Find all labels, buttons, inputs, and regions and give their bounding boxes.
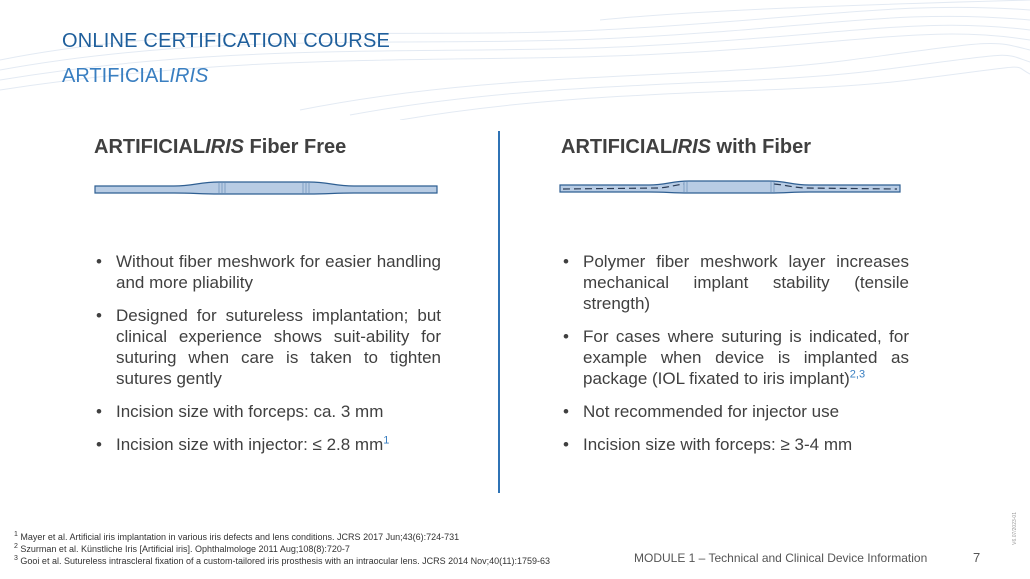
- document-code: V6.07/2023-01: [1012, 512, 1018, 545]
- list-item: • Incision size with forceps: ≥ 3-4 mm: [561, 434, 909, 455]
- list-item: • Designed for sutureless implantation; but clinical experience shows suit-ability for suturing when care is taken to tighten sutures gently: [94, 305, 441, 389]
- list-item: • Incision size with injector: ≤ 2.8 $mm^1$: [94, 434, 441, 455]
- right-bullet-list: [561, 251, 909, 467]
- left-bullet-list: [94, 251, 441, 467]
- course-title: ONLINE CERTIFICATION COURSE: [62, 30, 391, 52]
- reference-item: $^2$ Szurman et al. Künstliche Iris [Artificial iris]. Ophthalmologe 2011 Aug;108(8):720-7: [14, 543, 350, 554]
- left-column-title: ARTIFICIALIRIS Fiber Free: [94, 136, 347, 158]
- page-number: 7: [973, 550, 981, 565]
- references: [14, 531, 550, 567]
- right-column-title: ARTIFICIALIRIS with Fiber: [561, 136, 811, 158]
- reference-item: $^1$ Mayer et al. Artificial iris implantation in various iris defects and lens conditions. JCRS 2017 Jun;43(6):724-731: [14, 531, 460, 542]
- list-item: • Incision size with forceps: ca. 3 mm: [94, 401, 441, 422]
- footnote-ref: 1: [383, 434, 390, 447]
- footnote-ref: 2,3: [849, 368, 866, 381]
- column-divider: [498, 131, 500, 493]
- reference-item: $^3$ Gooi et al. Sutureless intrascleral fixation of a custom-tailored iris prosthesis with an intraocular lens. JCRS 2014 Nov;40(11):1759-63: [14, 555, 551, 566]
- decorative-wave-background: [0, 0, 1030, 120]
- footer-module-label: MODULE 1 – Technical and Clinical Device Information: [634, 551, 928, 565]
- list-item: • For cases where suturing is indicated, for example when device is implanted as package (IOL fixated to iris implant)$^{2,3}$: [561, 326, 909, 389]
- list-item: • Polymer fiber meshwork layer increases mechanical implant stability (tensile strength): [561, 251, 909, 314]
- list-item: • Not recommended for injector use: [561, 401, 909, 422]
- product-title: ARTIFICIALIRIS: [62, 65, 209, 87]
- fiber-implant-illustration: [559, 177, 901, 199]
- list-item: • Without fiber meshwork for easier handling and more pliability: [94, 251, 441, 293]
- fiber-free-implant-illustration: [94, 177, 438, 199]
